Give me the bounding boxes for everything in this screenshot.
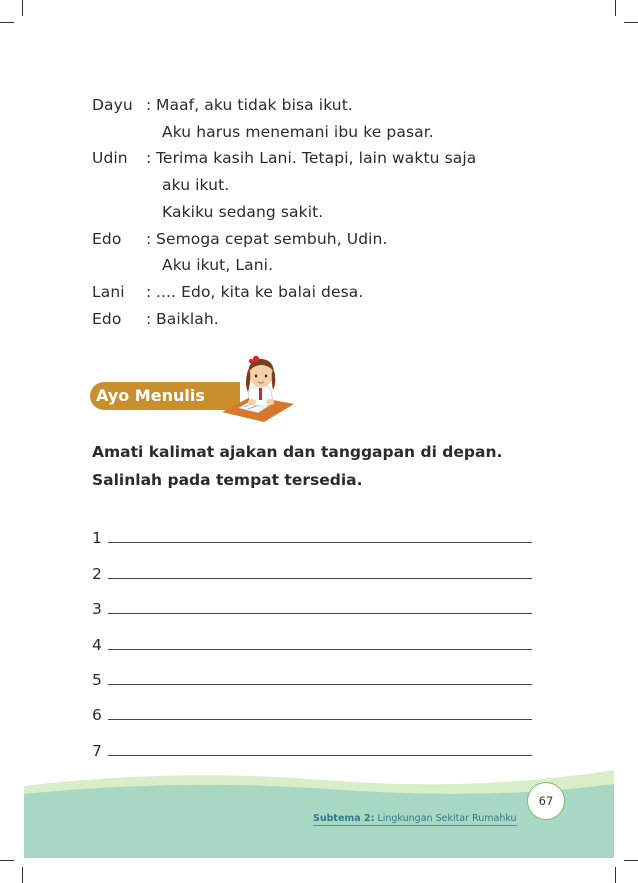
line-number: 3	[92, 600, 102, 619]
writing-blank[interactable]	[108, 526, 532, 543]
line-number: 1	[92, 529, 102, 548]
dialogue-entry: Edo : Semoga cepat sembuh, Udin. Aku ikut, Lani.	[92, 226, 532, 279]
crop-mark	[22, 0, 23, 16]
line-number: 5	[92, 670, 102, 689]
section-title: Ayo Menulis	[96, 386, 205, 405]
crop-mark	[624, 22, 638, 23]
dialogue-line: Semoga cepat sembuh, Udin.	[156, 229, 388, 248]
answer-line	[92, 583, 532, 618]
line-number: 7	[92, 741, 102, 760]
footer-subtheme	[313, 813, 517, 826]
line-number: 4	[92, 635, 102, 654]
answer-lines	[92, 512, 532, 760]
answer-line	[92, 689, 532, 724]
dialogue-line: Kakiku sedang sakit.	[162, 202, 324, 221]
dialogue-line: Aku ikut, Lani.	[162, 256, 274, 275]
footer-wave	[24, 758, 614, 858]
answer-line	[92, 654, 532, 689]
dialogue-line: .... Edo, kita ke balai desa.	[156, 282, 364, 301]
subtheme-label: Subtema 2:	[313, 813, 375, 824]
dialogue-line: aku ikut.	[162, 176, 230, 195]
writing-blank[interactable]	[108, 562, 532, 579]
answer-line	[92, 724, 532, 759]
dialogue-entry: Lani : .... Edo, kita ke balai desa.	[92, 279, 532, 306]
page-number: 67	[527, 782, 565, 820]
instructions	[92, 438, 552, 494]
crop-mark	[22, 867, 23, 883]
speaker-name: Udin	[92, 149, 128, 168]
answer-line	[92, 512, 532, 547]
subtheme-title: Lingkungan Sekitar Rumahku	[374, 813, 517, 824]
speaker-name: Lani	[92, 282, 125, 301]
answer-line	[92, 547, 532, 582]
dialogue-entry: Udin : Terima kasih Lani. Tetapi, lain waktu saja aku ikut. Kakiku sedang sakit.	[92, 145, 532, 225]
writing-blank[interactable]	[108, 668, 532, 685]
writing-blank[interactable]	[108, 597, 532, 614]
dialogue	[92, 92, 532, 332]
crop-mark	[0, 22, 14, 23]
speaker-name: Edo	[92, 229, 122, 248]
instruction-line: Salinlah pada tempat tersedia.	[92, 471, 363, 489]
line-number: 6	[92, 706, 102, 725]
crop-mark	[615, 0, 616, 16]
instruction-line: Amati kalimat ajakan dan tanggapan di depan.	[92, 443, 503, 461]
writing-blank[interactable]	[108, 633, 532, 650]
dialogue-entry: Dayu : Maaf, aku tidak bisa ikut. Aku harus menemani ibu ke pasar.	[92, 92, 532, 145]
writing-blank[interactable]	[108, 739, 532, 756]
crop-mark	[624, 860, 638, 861]
writing-blank[interactable]	[108, 703, 532, 720]
dialogue-line: Aku harus menemani ibu ke pasar.	[162, 122, 434, 141]
crop-mark	[615, 867, 616, 883]
speaker-name: Edo	[92, 309, 122, 328]
dialogue-entry: Edo : Baiklah.	[92, 306, 532, 333]
answer-line	[92, 618, 532, 653]
girl-writing-illustration	[218, 352, 298, 424]
speaker-name: Dayu	[92, 96, 133, 114]
line-number: 2	[92, 564, 102, 583]
dialogue-line: Terima kasih Lani. Tetapi, lain waktu saja	[156, 149, 477, 168]
dialogue-line: Baiklah.	[156, 309, 219, 328]
dialogue-line: Maaf, aku tidak bisa ikut.	[156, 96, 353, 114]
crop-mark	[0, 860, 14, 861]
